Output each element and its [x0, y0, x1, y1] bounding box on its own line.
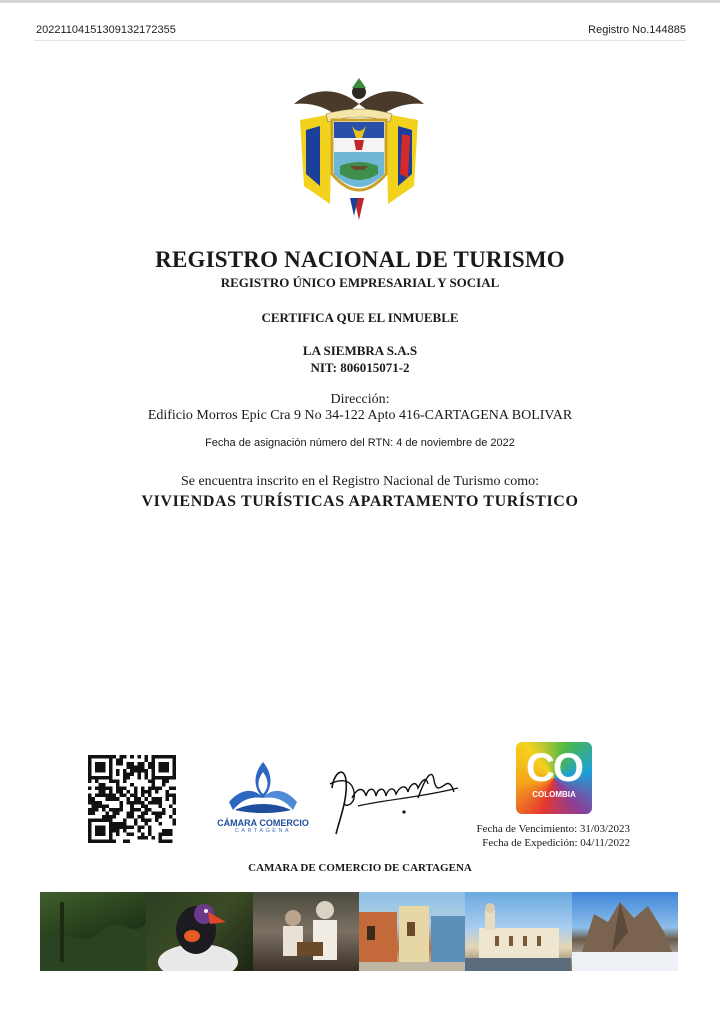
- colombia-co-logo: [516, 742, 592, 814]
- issuing-organization: CAMARA DE COMERCIO DE CARTAGENA: [248, 862, 472, 874]
- document-subtitle: REGISTRO ÚNICO EMPRESARIAL Y SOCIAL: [220, 275, 500, 290]
- photo-musicians: [253, 892, 359, 971]
- photo-rock-mountain: [572, 892, 678, 971]
- co-word: COLOMBIA: [532, 790, 576, 799]
- photo-jungle: [40, 892, 146, 971]
- photo-condor: [146, 892, 252, 971]
- inscrito-statement: Se encuentra inscrito en el Registro Nacional de Turismo como:: [180, 474, 540, 489]
- qr-code-icon[interactable]: [88, 755, 176, 843]
- photo-cathedral: [465, 892, 571, 971]
- top-edge: [0, 0, 720, 3]
- photo-colonial-street: [359, 892, 465, 971]
- camara-city: CARTAGENA: [234, 828, 292, 834]
- header-divider: [34, 40, 686, 41]
- address-label: Dirección:: [330, 392, 390, 407]
- company-nit: NIT: 806015071-2: [310, 360, 410, 375]
- camara-swirl-icon: [223, 758, 303, 816]
- co-mark: CO: [526, 746, 582, 790]
- coat-of-arms-icon: [292, 74, 426, 222]
- registro-number: Registro No.144885: [588, 24, 686, 36]
- tourism-category: VIVIENDAS TURÍSTICAS APARTAMENTO TURÍSTICO: [141, 493, 579, 510]
- document-code: 20221104151309132172355: [36, 24, 176, 36]
- validity-dates: [477, 822, 630, 850]
- camara-comercio-logo: [216, 758, 310, 848]
- document-title: REGISTRO NACIONAL DE TURISMO: [155, 247, 565, 272]
- rtn-assignment-date: Fecha de asignación número del RTN: 4 de noviembre de 2022: [205, 437, 515, 449]
- company-name: LA SIEMBRA S.A.S: [302, 343, 418, 358]
- address-value: Edificio Morros Epic Cra 9 No 34-122 Apto 416-CARTAGENA BOLIVAR: [147, 408, 573, 423]
- issue-date: Fecha de Expedición: 04/11/2022: [482, 837, 630, 849]
- tourism-photo-banner: [40, 892, 678, 971]
- expiry-date: Fecha de Vencimiento: 31/03/2023: [476, 823, 630, 835]
- certifica-heading: CERTIFICA QUE EL INMUEBLE: [261, 310, 459, 325]
- signature-icon: [322, 758, 462, 840]
- camara-name: CÁMARA COMERCIO: [217, 818, 309, 828]
